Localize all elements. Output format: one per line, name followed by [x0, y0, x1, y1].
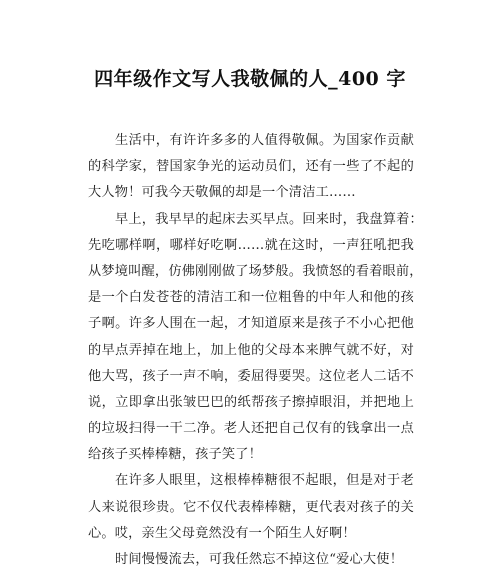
paragraph-line: 先吃哪样啊，哪样好吃啊……就在这时，一声狂吼把我: [88, 237, 414, 253]
paragraph-line: 大人物！可我今天敬佩的却是一个清洁工……: [88, 185, 356, 201]
paragraph-line: 说，立即拿出张皱巴巴的纸帮孩子擦掉眼泪，并把地上: [88, 394, 414, 410]
paragraph-line: 早上，我早早的起床去买早点。回来时，我盘算着：: [115, 211, 423, 227]
paragraph-line: 的科学家，替国家争光的运动员们，还有一些了不起的: [88, 159, 414, 175]
paragraph-line: 他大骂，孩子一声不响，委屈得要哭。这位老人二话不: [88, 368, 414, 384]
paragraph-line: 给孩子买棒棒糖，孩子笑了！: [88, 447, 263, 463]
document-title: 四年级作文写人我敬佩的人_400 字: [94, 68, 406, 90]
paragraph-line: 子啊。许多人围在一起，才知道原来是孩子不小心把他: [88, 316, 414, 332]
paragraph-line: 时间慢慢流去，可我任然忘不掉这位“爱心大使！: [115, 552, 404, 567]
paragraph-line: 的垃圾扫得一干二净。老人还把自己仅有的钱拿出一点: [88, 421, 414, 437]
paragraph-line: 是一个白发苍苍的清洁工和一位粗鲁的中年人和他的孩: [88, 290, 414, 306]
essay-body: [88, 128, 423, 573]
paragraph-line: 从梦境叫醒，仿佛刚刚做了场梦般。我愤怒的看着眼前，: [88, 263, 423, 279]
paragraph-line: 人来说很珍贵。它不仅代表棒棒糖，更代表对孩子的关: [88, 499, 414, 515]
paragraph-line: 在许多人眼里，这根棒棒糖很不起眼，但是对于老: [115, 473, 414, 489]
paragraph-line: 的早点弄掉在地上，加上他的父母本来脾气就不好，对: [88, 342, 414, 358]
paragraph-line: 生活中，有许许多多的人值得敬佩。为国家作贡献: [115, 133, 414, 148]
paragraph-line: 心。哎，亲生父母竟然没有一个陌生人好啊！: [88, 525, 356, 541]
